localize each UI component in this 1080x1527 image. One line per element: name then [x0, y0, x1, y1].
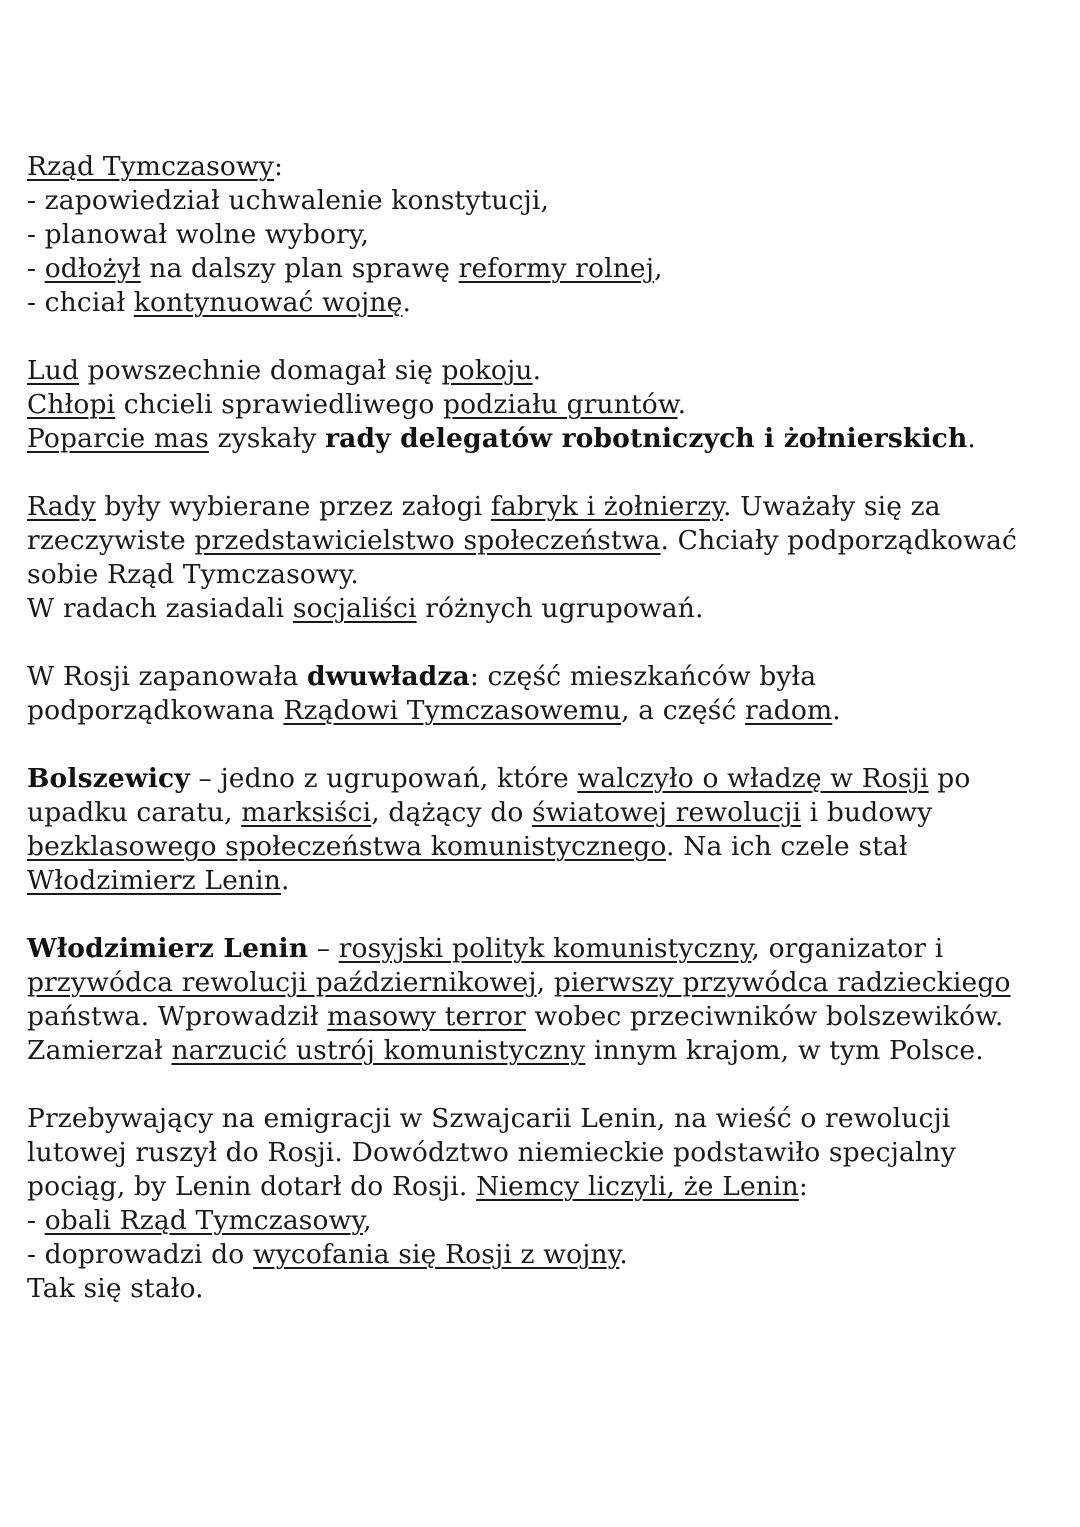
- text-span: Poparcie mas: [27, 423, 209, 454]
- list-item: - zapowiedział uchwalenie konstytucji,: [27, 185, 550, 216]
- text-span: . Uważały się za rzeczywiste: [27, 491, 941, 556]
- text-span: kontynuować wojnę: [133, 287, 403, 318]
- text-span: ,: [654, 253, 663, 284]
- bold-term: Włodzimierz Lenin: [27, 933, 309, 964]
- text-span: .: [967, 423, 976, 454]
- spacer: [27, 728, 1057, 762]
- spacer: [27, 898, 1057, 932]
- spacer: [27, 1068, 1057, 1102]
- text-span: Chłopi: [27, 389, 116, 420]
- text-span: , organizator i: [751, 933, 944, 964]
- text-span: innym krajom, w tym Polsce.: [585, 1035, 984, 1066]
- text-span: na dalszy plan sprawę: [140, 253, 459, 284]
- text-span: i budowy: [801, 797, 933, 828]
- text-span: : część mieszkańców była podporządkowana: [27, 661, 817, 726]
- text-span: W radach zasiadali: [27, 593, 293, 624]
- text-span: W Rosji zapanowała: [27, 661, 307, 692]
- text-span: .: [677, 389, 687, 420]
- text-span: po upadku caratu,: [27, 763, 971, 828]
- text-span: Rządowi Tymczasowemu: [283, 695, 622, 726]
- text-span: ,: [536, 967, 554, 998]
- text-span: obali Rząd Tymczasowy: [44, 1205, 364, 1236]
- text-span: były wybierane przez załogi: [95, 491, 491, 522]
- text-span: Niemcy liczyli, że Lenin: [476, 1171, 799, 1202]
- list-item: - planował wolne wybory,: [27, 219, 370, 250]
- text-span: pokoju: [441, 355, 533, 386]
- text-span: .: [619, 1239, 628, 1270]
- text-span: narzucić ustrój komunistyczny: [171, 1035, 586, 1066]
- text-span: zyskały: [208, 423, 326, 454]
- text-span: marksiści: [241, 797, 372, 828]
- text-span: -: [27, 1205, 45, 1236]
- text-span: przywódca rewolucji październikowej: [27, 967, 537, 998]
- text-span: Rady: [27, 491, 96, 522]
- spacer: [27, 320, 1057, 354]
- text-span: Włodzimierz Lenin: [27, 865, 281, 896]
- text-span: masowy terror: [327, 1001, 526, 1032]
- text-span: .: [832, 695, 841, 726]
- text-span: reformy rolnej: [458, 253, 655, 284]
- text-span: , a część: [621, 695, 746, 726]
- list-item: [27, 286, 1057, 320]
- text-span: . Chciały podporządkować sobie Rząd Tymczasowy.: [27, 525, 1017, 590]
- list-item: - odłożył na dalszy plan sprawę reformy rolnej,: [27, 253, 663, 284]
- text-span: :: [798, 1171, 808, 1202]
- text-span: .: [532, 355, 542, 386]
- list-item: [27, 1238, 1057, 1272]
- text-span: socjaliści: [292, 593, 417, 624]
- text-span: ,: [363, 1205, 372, 1236]
- text-span: chcieli sprawiedliwego: [115, 389, 444, 420]
- text-span: radom: [745, 695, 833, 726]
- title-rzad: Rząd Tymczasowy: [27, 151, 274, 182]
- sentence: [27, 354, 1057, 388]
- paragraph-emigracja: [27, 1102, 1057, 1204]
- text-span: – jedno z ugrupowań, które: [189, 763, 578, 794]
- paragraph-rady: [27, 490, 1057, 592]
- closing-sentence: Tak się stało.: [27, 1273, 204, 1304]
- text-span: państwa. Wprowadził: [27, 1001, 328, 1032]
- bold-term: dwuwładza: [306, 661, 470, 692]
- text-span: przedstawicielstwo społeczeństwa: [194, 525, 661, 556]
- spacer: [27, 626, 1057, 660]
- text-span: Przebywający na emigracji w Szwajcarii Lenin, na wieść o rewolucji lutowej ruszył do Rosji. Dowództwo niemieckie podstawiło specjalny pociąg, by Lenin dotarł do Rosji.: [27, 1103, 956, 1202]
- text-span: –: [308, 933, 339, 964]
- text-span: walczyło o władzę w Rosji: [577, 763, 929, 794]
- text-span: podziału gruntów: [443, 389, 678, 420]
- text-span: rosyjski polityk komunistyczny: [338, 933, 752, 964]
- text-span: .: [280, 865, 290, 896]
- paragraph-lenin: [27, 932, 1057, 1068]
- text-span: . Na ich czele stał: [665, 831, 908, 862]
- paragraph-dwuwladza: [27, 660, 1057, 728]
- text-span: światowej rewolucji: [532, 797, 802, 828]
- spacer: [27, 456, 1057, 490]
- sentence: [27, 388, 1057, 422]
- text-span: różnych ugrupowań.: [416, 593, 704, 624]
- heading-rzad-tymczasowy: Rząd Tymczasowy:: [27, 151, 284, 182]
- text-span: wobec przeciwników bolszewików. Zamierzał: [27, 1001, 1004, 1066]
- paragraph-socjalisci: [27, 592, 1057, 626]
- text-span: pierwszy przywódca radzieckiego: [553, 967, 1011, 998]
- text-span: wycofania się Rosji z wojny: [252, 1239, 620, 1270]
- sentence: [27, 422, 1057, 456]
- bold-term: rady delegatów robotniczych i żołnierskich: [325, 423, 968, 454]
- text-span: powszechnie domagał się: [79, 355, 442, 386]
- document-body: [27, 150, 1057, 1306]
- text-span: fabryk i żołnierzy: [490, 491, 723, 522]
- text-span: bezklasowego społeczeństwa komunistycznego: [27, 831, 666, 862]
- bold-term: Bolszewicy: [27, 763, 190, 794]
- text-span: .: [402, 287, 412, 318]
- text-span: odłożył: [44, 253, 141, 284]
- text-span: , dążący do: [371, 797, 533, 828]
- list-item: [27, 1204, 1057, 1238]
- text-span: - chciał: [27, 287, 134, 318]
- text-span: Lud: [27, 355, 80, 386]
- paragraph-bolszewicy: [27, 762, 1057, 898]
- text-span: - doprowadzi do: [27, 1239, 253, 1270]
